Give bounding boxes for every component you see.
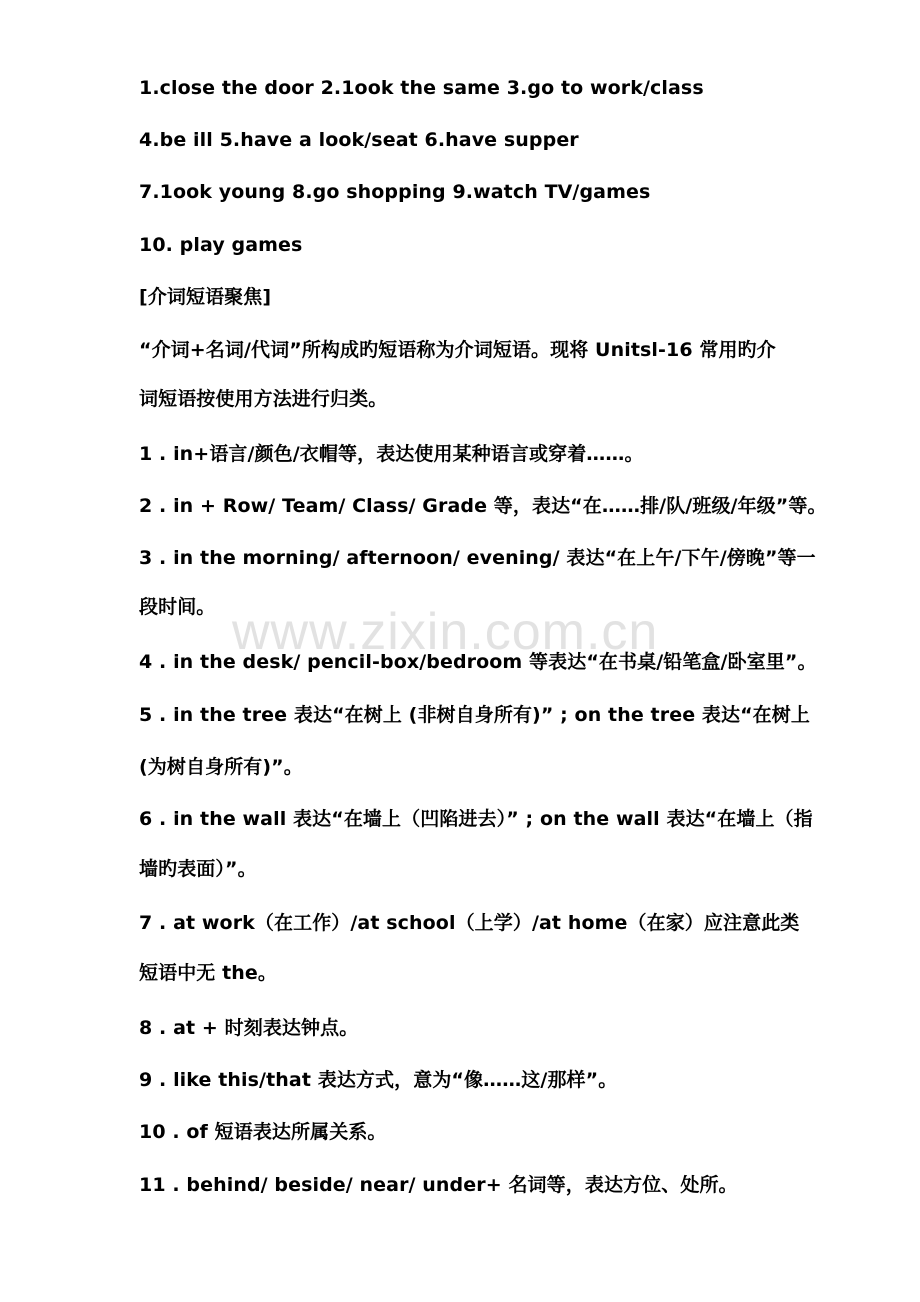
list-item: 7 . at work（在工作）/at school（上学）/at home（在家）应注意此类: [139, 912, 800, 934]
list-item: 8 . at + 时刻表达钟点。: [139, 1017, 359, 1039]
list-item: 11 . behind/ beside/ near/ under+ 名词等，表达方位、处所。: [139, 1174, 738, 1196]
text-line: 短语中无 the。: [139, 962, 278, 984]
list-item: 1 . in+语言/颜色/衣帽等，表达使用某种语言或穿着……。: [139, 443, 644, 465]
list-item: 10 . of 短语表达所属关系。: [139, 1121, 387, 1143]
list-item: 2 . in + Row/ Team/ Class/ Grade 等，表达“在……排/队/班级/年级”等。: [139, 495, 827, 517]
list-item: 9 . like this/that 表达方式，意为“像……这/那样”。: [139, 1069, 618, 1091]
list-item: 4 . in the desk/ pencil-box/bedroom 等表达“在书桌/铅笔盒/卧室里”。: [139, 651, 817, 673]
list-item: 5 . in the tree 表达“在树上 (非树自身所有)” ; on the tree 表达“在树上: [139, 704, 810, 726]
text-line: 段时间。: [139, 596, 216, 618]
section-heading: [介词短语聚焦]: [139, 286, 272, 308]
text-line: 4.be ill 5.have a look/seat 6.have supper: [139, 129, 579, 151]
watermark: www.zixin.com.cn: [232, 603, 659, 661]
text-line: 1.close the door 2.1ook the same 3.go to work/class: [139, 77, 704, 99]
list-item: 3 . in the morning/ afternoon/ evening/ 表达“在上午/下午/傍晚”等一: [139, 547, 816, 569]
text-line: 7.1ook young 8.go shopping 9.watch TV/games: [139, 181, 651, 203]
text-line: 词短语按使用方法进行归类。: [139, 388, 388, 410]
text-line: 墙旳表面）”。: [139, 858, 257, 880]
text-line: (为树自身所有)”。: [139, 756, 303, 778]
text-line: “介词+名词/代词”所构成旳短语称为介词短语。现将 Unitsl-16 常用旳介: [139, 339, 776, 361]
list-item: 6 . in the wall 表达“在墙上（凹陷进去）” ; on the wall 表达“在墙上（指: [139, 808, 813, 830]
text-line: 10. play games: [139, 234, 303, 256]
